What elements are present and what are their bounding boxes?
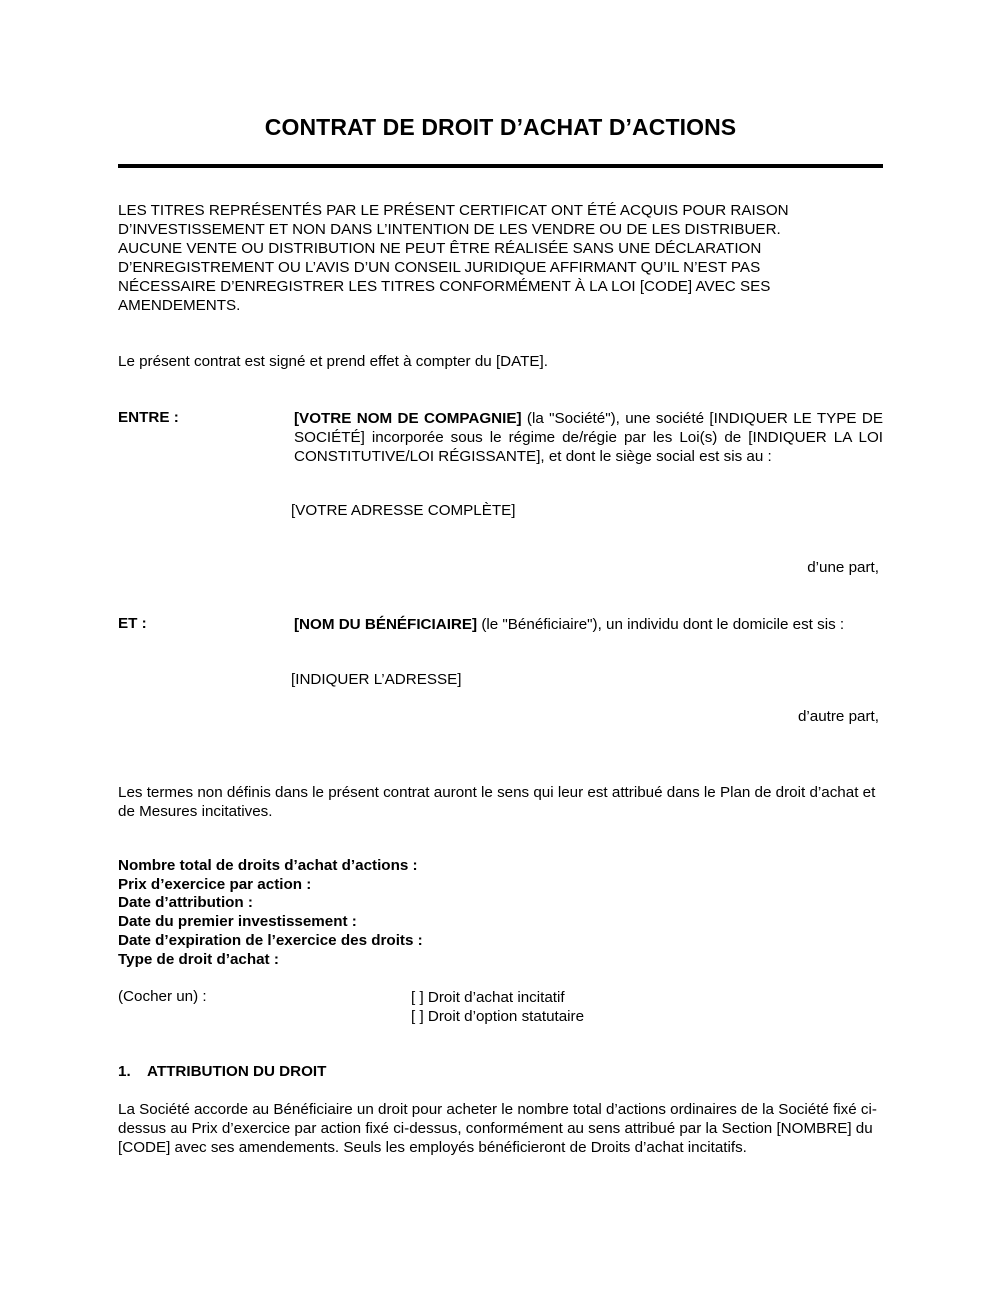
party1-name: [VOTRE NOM DE COMPAGNIE] [294,410,522,427]
party2-label: ET : [118,615,147,632]
legal-notice-line: NÉCESSAIRE D’ENREGISTRER LES TITRES CONFORMÉMENT À LA LOI [CODE] AVEC SES [118,278,771,295]
field-right-type: Type de droit d’achat : [118,950,279,968]
field-exercise-price: Prix d’exercice par action : [118,875,312,893]
party2-address: [INDIQUER L’ADRESSE] [291,671,462,688]
legal-notice [118,201,883,315]
section1-heading [118,1063,326,1080]
title-divider [118,164,883,168]
party1-address: [VOTRE ADRESSE COMPLÈTE] [291,502,516,519]
field-expiration-date: Date d’expiration de l’exercice des droits : [118,931,423,949]
party1-description [294,409,883,466]
party1-label: ENTRE : [118,409,179,426]
legal-notice-line: LES TITRES REPRÉSENTÉS PAR LE PRÉSENT CERTIFICAT ONT ÉTÉ ACQUIS POUR RAISON [118,202,789,219]
checkbox-statutory-option[interactable]: [ ] Droit d’option statutaire [411,1008,585,1025]
legal-notice-line: D’ENREGISTREMENT OU L’AVIS D’UN CONSEIL JURIDIQUE AFFIRMANT QU’IL N’EST PAS [118,259,761,276]
section1-title: ATTRIBUTION DU DROIT [147,1063,327,1080]
party2-closing: d’autre part, [797,708,879,725]
party1-details: (la "Société"), une société [INDIQUER LE TYPE DE SOCIÉTÉ] incorporée sous le régime de/régie par les Loi(s) de [INDIQUER LA LOI CONSTITUTIVE/LOI RÉGISSANTE], et dont le siège social est sis au : [294,410,883,465]
document-title: CONTRAT DE DROIT D’ACHAT D’ACTIONS [264,114,737,140]
check-one-label: (Cocher un) : [118,988,207,1005]
party2-name: [NOM DU BÉNÉFICIAIRE] [294,616,478,633]
definitions-paragraph: Les termes non définis dans le présent contrat auront le sens qui leur est attribué dans le Plan de droit d’achat et de Mesures incitatives. [118,784,876,820]
field-grant-date: Date d’attribution : [118,894,253,912]
party2-details: (le "Bénéficiaire"), un individu dont le domicile est sis : [477,616,845,633]
legal-notice-line: AUCUNE VENTE OU DISTRIBUTION NE PEUT ÊTRE RÉALISÉE SANS UNE DÉCLARATION [118,240,762,257]
field-total-rights: Nombre total de droits d’achat d’actions : [118,857,418,874]
grant-fields [118,857,423,969]
section1-body: La Société accorde au Bénéficiaire un droit pour acheter le nombre total d’actions ordinaires de la Société fixé ci-dessus au Prix d’exercice par action fixé ci-dessus, conformément au sens attribué par la Section [NOMBRE] du [CODE] avec ses amendements. Seuls les employés bénéficieront de Droits d’achat incitatifs. [118,1101,877,1156]
checkbox-incentive-right[interactable]: [ ] Droit d’achat incitatif [411,989,565,1006]
legal-notice-line: AMENDEMENTS. [118,297,241,314]
effective-date-paragraph: Le présent contrat est signé et prend effet à compter du [DATE]. [118,353,548,370]
section1-number: 1. [118,1063,131,1080]
field-first-vesting-date: Date du premier investissement : [118,913,357,931]
party2-description [294,615,883,634]
right-type-options [411,988,584,1026]
legal-notice-line: D’INVESTISSEMENT ET NON DANS L’INTENTION DE LES VENDRE OU DE LES DISTRIBUER. [118,221,781,238]
party1-closing: d’une part, [807,559,879,576]
